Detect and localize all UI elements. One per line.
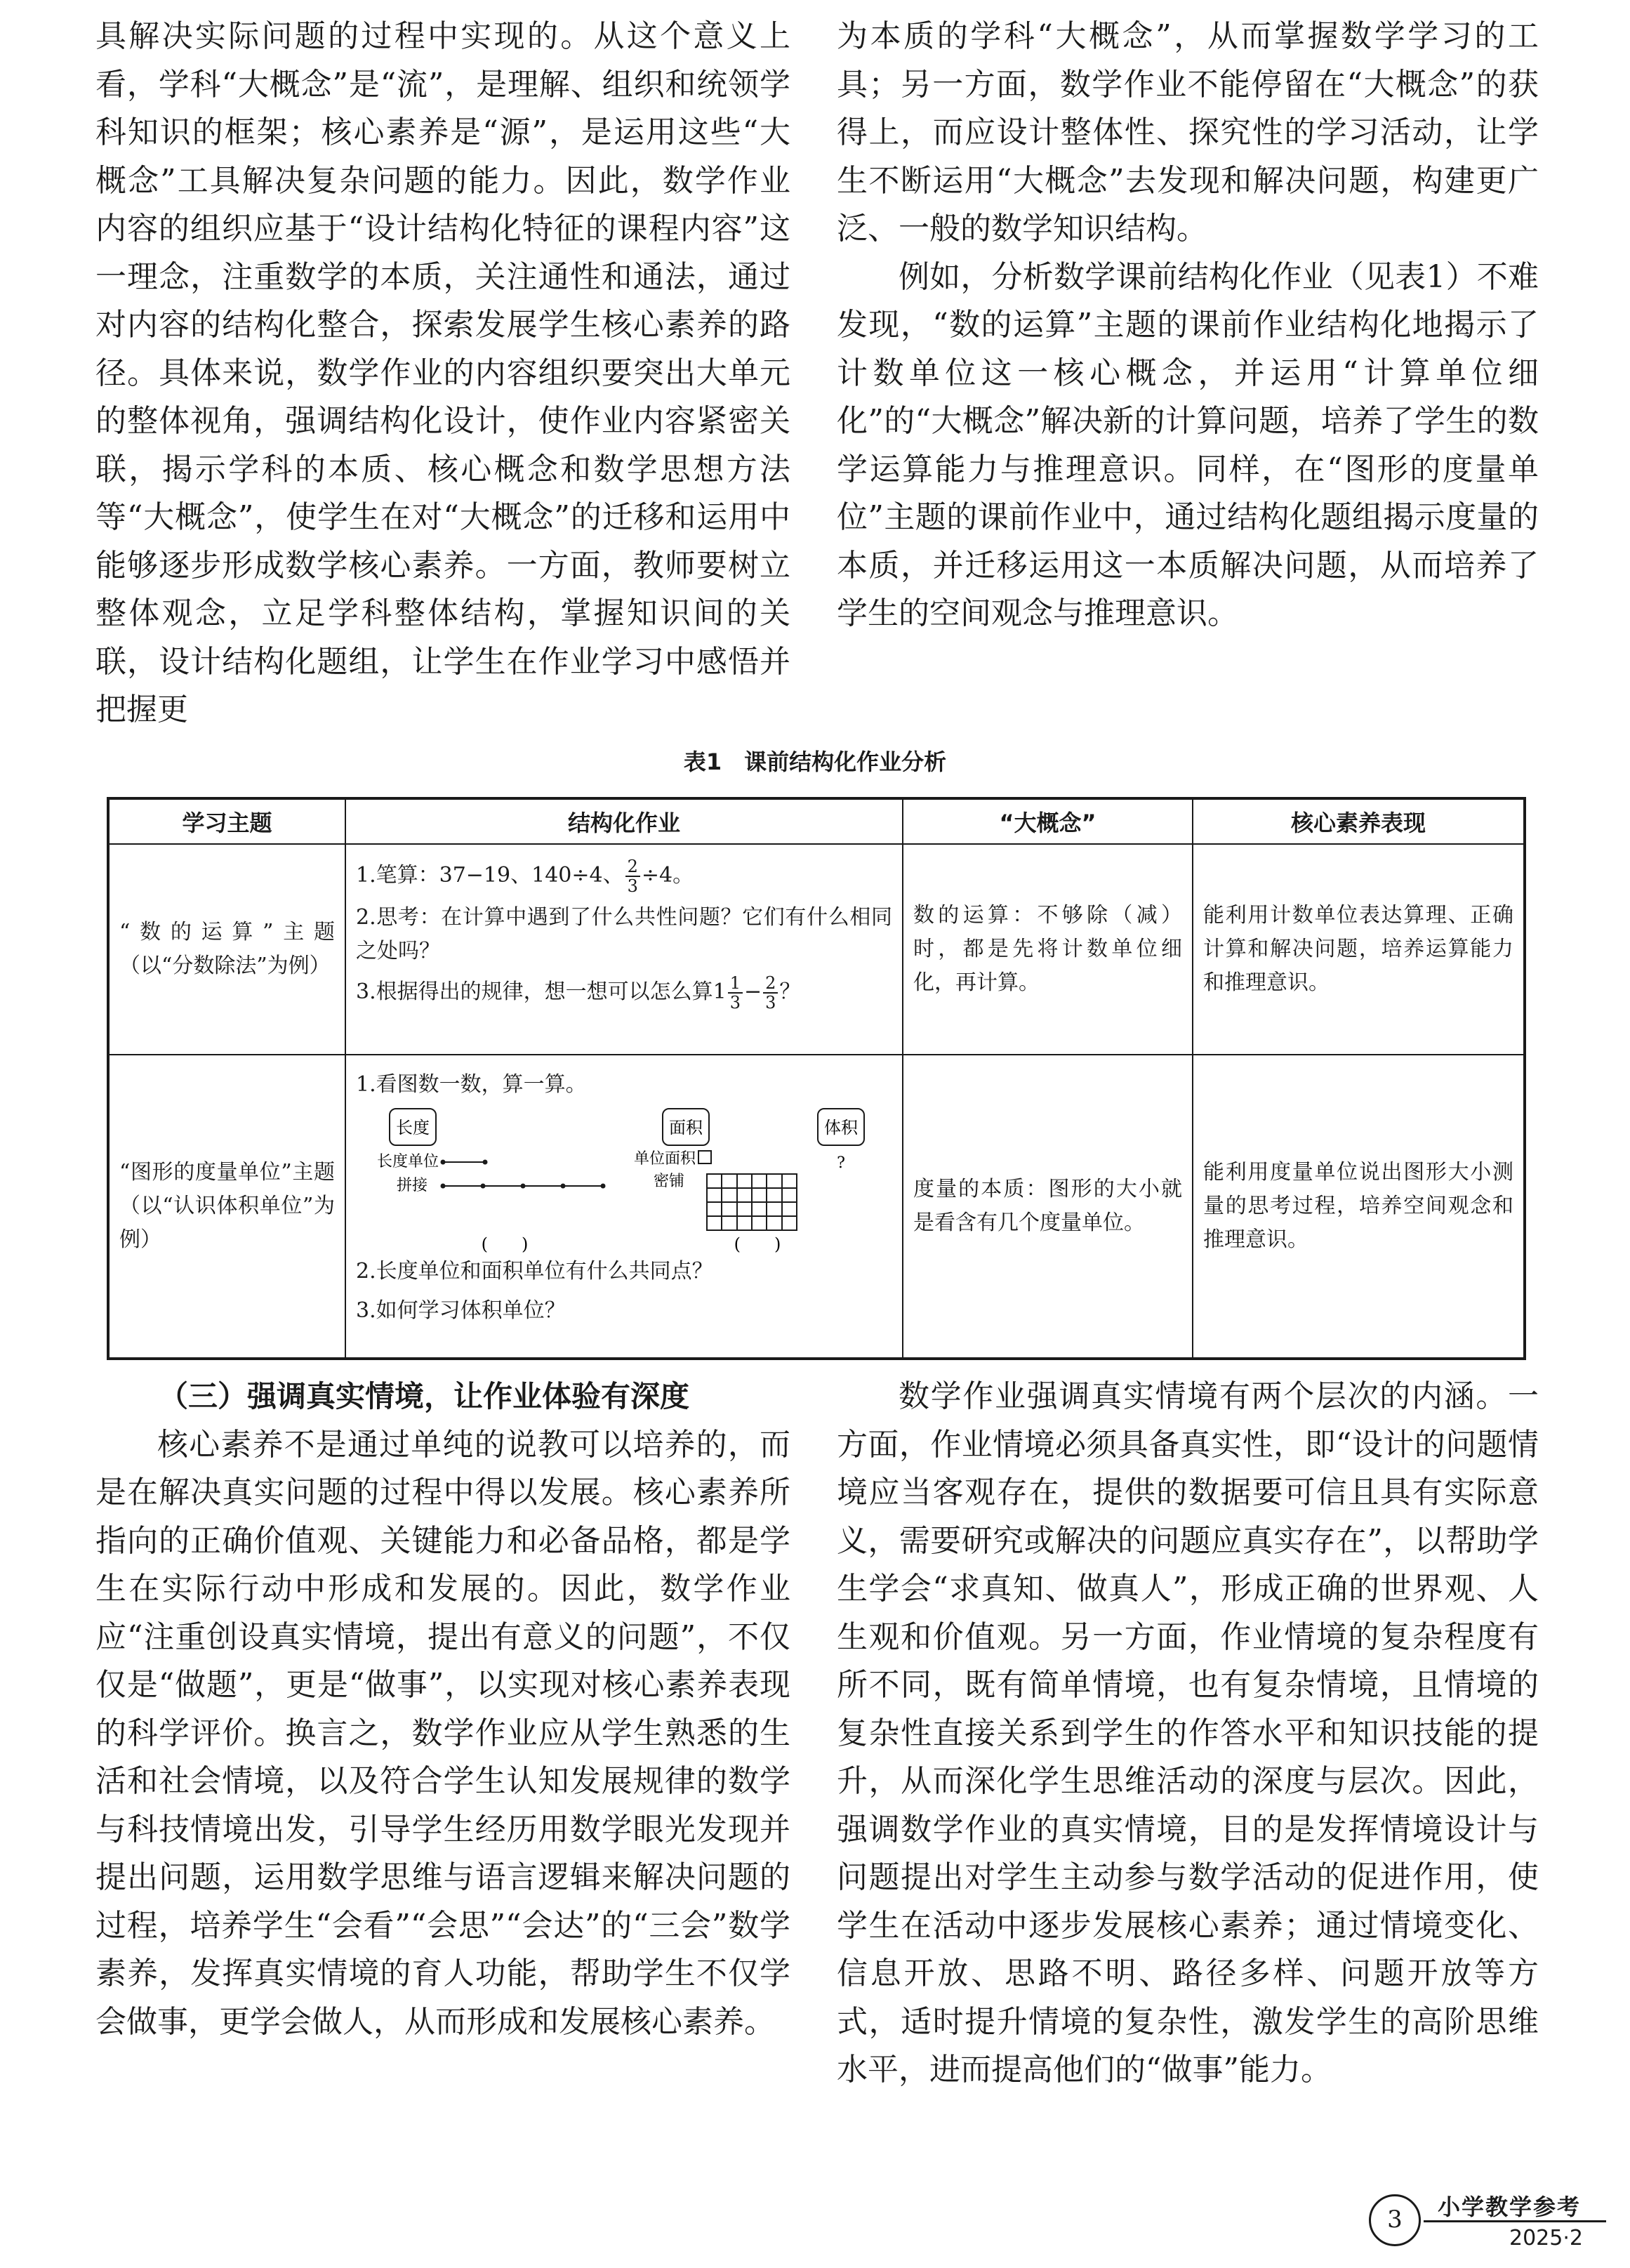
segment-endpoint xyxy=(481,1184,486,1189)
segment-endpoint xyxy=(521,1184,526,1189)
segment-endpoint xyxy=(561,1184,566,1189)
fraction: $\frac{2}{3}$ xyxy=(763,974,778,1012)
task-item: 1.看图数一数，算一算。 xyxy=(356,1072,587,1097)
segment-endpoint xyxy=(441,1160,446,1165)
journal-name: 小学教学参考 xyxy=(1438,2194,1582,2220)
length-box-label: 长度 xyxy=(396,1118,430,1138)
segment-endpoint xyxy=(483,1160,488,1165)
column-header: 核心素养表现 xyxy=(1193,798,1525,844)
table-row xyxy=(108,844,1525,1055)
area-unit-label: 单位面积 xyxy=(633,1150,696,1168)
tile-label: 密铺 xyxy=(653,1173,684,1190)
right-column-bottom xyxy=(837,1373,1539,2095)
length-unit-label: 长度单位 xyxy=(376,1153,439,1171)
task-item: 2.长度单位和面积单位有什么共同点？ xyxy=(356,1259,713,1284)
table-header-row xyxy=(108,798,1525,844)
unit-square xyxy=(698,1151,711,1163)
body-paragraph: 核心素养不是通过单纯的说教可以培养的，而是在解决真实问题的过程中得以发展。核心素养所指向的正确价值观、关键能力和必备品格，都是学生在实际行动中形成和发展的。因此，数学作业应“注重创设真实情境，提出有意义的问题”，不仅仅是“做题”，更是“做事”，以实现对核心素养表现的科学评价。换言之，数学作业应从学生熟悉的生活和社会情境，以及符合学生认知发展规律的数学与科技情境出发，引导学生经历用数学眼光发现并提出问题，运用数学思维与语言逻辑来解决问题的过程，培养学生“会看”“会思”“会达”的“三会”数学素养，发挥真实情境的育人功能，帮助学生不仅学会做事，更学会做人，从而形成和发展核心素养。 xyxy=(95,1426,790,2040)
assignment-cell xyxy=(345,844,903,1055)
footer-divider xyxy=(1424,2220,1606,2222)
column-header: 学习主题 xyxy=(108,798,345,844)
left-column-bottom xyxy=(95,1373,790,2046)
answer-blank: ( ) xyxy=(481,1234,529,1254)
column-header: 结构化作业 xyxy=(345,798,903,844)
unknown-mark: ? xyxy=(837,1154,845,1172)
body-paragraph: 为本质的学科“大概念”，从而掌握数学学习的工具；另一方面，数学作业不能停留在“大概念”的获得上，而应设计整体性、探究性的学习活动，让学生不断运用“大概念”去发现和解决问题，构建更广泛、一般的数学知识结构。 xyxy=(837,18,1539,246)
body-paragraph: 具解决实际问题的过程中实现的。从这个意义上看，学科“大概念”是“流”，是理解、组织和统领学科知识的框架；核心素养是“源”，是运用这些“大概念”工具解决复杂问题的能力。因此，数学作业内容的组织应基于“设计结构化特征的课程内容”这一理念，注重数学的本质，关注通性和通法，通过对内容的结构化整合，探索发展学生核心素养的路径。具体来说，数学作业的内容组织要突出大单元的整体视角，强调结构化设计，使作业内容紧密关联，揭示学科的本质、核心概念和数学思想方法等“大概念”，使学生在对“大概念”的迁移和运用中能够逐步形成数学核心素养。一方面，教师要树立整体观念，立足学科整体结构，掌握知识间的关联，设计结构化题组，让学生在作业学习中感悟并把握更 xyxy=(95,18,790,727)
body-paragraph: 例如，分析数学课前结构化作业（见表1）不难发现，“数的运算”主题的课前作业结构化地揭示了计数单位这一核心概念，并运用“计算单位细化”的“大概念”解决新的计算问题，培养了学生的数学运算能力与推理意识。同样，在“图形的度量单位”主题的课前作业中，通过结构化题组揭示度量的本质，并迁移运用这一本质解决问题，从而培养了学生的空间观念与推理意识。 xyxy=(837,258,1539,631)
fraction: $\frac{2}{3}$ xyxy=(625,857,640,895)
task-item: 3.如何学习体积单位？ xyxy=(356,1298,566,1323)
issue-label: 2025·2 xyxy=(1509,2226,1583,2250)
column-header: “大概念” xyxy=(903,798,1193,844)
big-concept-cell: 度量的本质：图形的大小就是看含有几个度量单位。 xyxy=(903,1055,1193,1359)
table-row xyxy=(108,1055,1525,1359)
answer-blank: ( ) xyxy=(734,1234,781,1254)
measurement-figure xyxy=(356,1107,889,1255)
table-caption: 表1 课前结构化作业分析 xyxy=(683,749,947,775)
big-concept-cell: 数的运算：不够除（减）时，都是先将计数单位细化，再计算。 xyxy=(903,844,1193,1055)
literacy-cell: 能利用度量单位说出图形大小测量的思考过程，培养空间观念和推理意识。 xyxy=(1193,1055,1525,1359)
theme-cell: “图形的度量单位”主题（以“认识体积单位”为例） xyxy=(108,1055,345,1359)
left-column-top xyxy=(95,13,790,734)
tiling-grid xyxy=(707,1174,797,1230)
body-paragraph: 数学作业强调真实情境有两个层次的内涵。一方面，作业情境必须具备真实性，即“设计的问题情境应当客观存在，提供的数据要可信且具有实际意义，需要研究或解决的问题应真实存在”，以帮助学生学会“求真知、做真人”，形成正确的世界观、人生观和价值观。另一方面，作业情境的复杂程度有所不同，既有简单情境，也有复杂情境，且情境的复杂性直接关系到学生的作答水平和知识技能的提升，从而深化学生思维活动的深度与层次。因此，强调数学作业的真实情境，目的是发挥情境设计与问题提出对学生主动参与数学活动的促进作用，使学生在活动中逐步发展核心素养；通过情境变化、信息开放、思路不明、路径多样、问题开放等方式，适时提升情境的复杂性，激发学生的高阶思维水平，进而提高他们的“做事”能力。 xyxy=(837,1378,1539,2088)
area-box-label: 面积 xyxy=(669,1118,703,1138)
splice-label: 拼接 xyxy=(396,1177,428,1194)
volume-box-label: 体积 xyxy=(824,1118,858,1138)
task-item: 2.思考：在计算中遇到了什么共性问题？它们有什么相同之处吗？ xyxy=(356,905,892,963)
section-heading: （三）强调真实情境，让作业体验有深度 xyxy=(159,1379,690,1413)
assignment-cell xyxy=(345,1055,903,1359)
task-item: 1.笔算：37−19、140÷4、 $\frac{2}{3}$ ÷4。 xyxy=(356,857,694,896)
task-item: 3.根据得出的规律，想一想可以怎么算1 $\frac{1}{3}$ − $\frac{2}{3}$ ？ xyxy=(356,973,801,1013)
segment-endpoint xyxy=(441,1184,446,1189)
literacy-cell: 能利用计数单位表达算理、正确计算和解决问题，培养运算能力和推理意识。 xyxy=(1193,844,1525,1055)
fraction: $\frac{1}{3}$ xyxy=(728,974,743,1012)
theme-cell: “数的运算”主题（以“分数除法”为例） xyxy=(108,844,345,1055)
right-column-top xyxy=(837,13,1539,638)
segment-endpoint xyxy=(601,1184,606,1189)
page-number: 3 xyxy=(1369,2194,1421,2246)
analysis-table xyxy=(107,797,1526,1360)
